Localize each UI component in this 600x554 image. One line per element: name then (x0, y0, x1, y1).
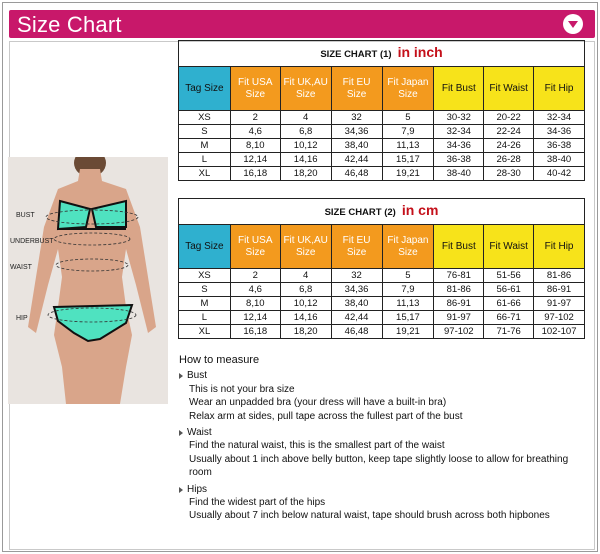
header-bust: Fit Bust (434, 67, 484, 111)
size-chart-inch-table (178, 40, 585, 181)
table-cell: 34-36 (434, 139, 484, 153)
page-title: Size Chart (17, 12, 122, 37)
header-hip: Fit Hip (534, 67, 585, 111)
table-cell: 11,13 (382, 297, 434, 311)
table-cell: 18,20 (280, 167, 331, 181)
table-caption (179, 41, 585, 67)
table-cell: 91-97 (434, 311, 484, 325)
table-cell: 97-102 (434, 325, 484, 339)
table-cell: 61-66 (484, 297, 534, 311)
table-cell: 46,48 (331, 167, 382, 181)
table-cell: 34,36 (331, 283, 382, 297)
table-cell: 42,44 (331, 311, 382, 325)
table-cell: 51-56 (484, 269, 534, 283)
bust-line-3: Relax arm at sides, pull tape across the fullest part of the bust (189, 410, 463, 422)
table-caption-row (179, 41, 585, 67)
header-waist: Fit Waist (484, 225, 534, 269)
caption-unit: in cm (401, 202, 439, 218)
table-cell: 14,16 (280, 153, 331, 167)
collapse-toggle-icon[interactable] (563, 14, 583, 34)
hips-line-1: Find the widest part of the hips (189, 497, 326, 509)
table-cell: 2 (230, 269, 280, 283)
header-bust: Fit Bust (434, 225, 484, 269)
caption-unit: in inch (397, 44, 443, 60)
table-cell: 28-30 (484, 167, 534, 181)
header-bar (9, 10, 595, 38)
table-cell: 8,10 (230, 139, 280, 153)
table-cell: 10,12 (280, 297, 331, 311)
table-cell: 91-97 (534, 297, 585, 311)
table-cell: 14,16 (280, 311, 331, 325)
table-cell: 56-61 (484, 283, 534, 297)
bust-line-1: This is not your bra size (189, 383, 295, 395)
table-cell: 32-34 (434, 125, 484, 139)
table-cell: 22-24 (484, 125, 534, 139)
table-row (179, 153, 585, 167)
table-cell: XS (179, 111, 231, 125)
table-cell: L (179, 153, 231, 167)
header-usa: Fit USA Size (230, 67, 280, 111)
table-cell: 11,13 (382, 139, 434, 153)
section-bust-title: Bust (179, 369, 589, 382)
table-cell: 30-32 (434, 111, 484, 125)
table-body (179, 111, 585, 181)
table-cell: 36-38 (434, 153, 484, 167)
table-caption (179, 199, 585, 225)
table-cell: 71-76 (484, 325, 534, 339)
table-row (179, 125, 585, 139)
table-cell: 102-107 (534, 325, 585, 339)
table-row (179, 297, 585, 311)
table-cell: XL (179, 167, 231, 181)
table-cell: 7,9 (382, 125, 434, 139)
header-japan: Fit Japan Size (382, 67, 434, 111)
table-cell: 18,20 (280, 325, 331, 339)
table-cell: 38,40 (331, 139, 382, 153)
table-cell: 26-28 (484, 153, 534, 167)
table-body (179, 269, 585, 339)
table-cell: S (179, 283, 231, 297)
header-japan: Fit Japan Size (382, 225, 434, 269)
table-cell: 81-86 (534, 269, 585, 283)
table-cell: L (179, 311, 231, 325)
table-row (179, 283, 585, 297)
hip-label: HIP (16, 315, 28, 322)
table-cell: 46,48 (331, 325, 382, 339)
how-to-measure (179, 354, 589, 523)
caption-text: SIZE CHART (2) (324, 207, 396, 218)
table-cell: 38-40 (534, 153, 585, 167)
table-cell: 36-38 (534, 139, 585, 153)
how-to-measure-title: How to measure (179, 354, 260, 366)
table-cell: 4,6 (230, 283, 280, 297)
table-cell: 16,18 (230, 167, 280, 181)
table-cell: 16,18 (230, 325, 280, 339)
header-eu: Fit EU Size (331, 67, 382, 111)
waist-line-1: Find the natural waist, this is the smallest part of the waist (189, 440, 445, 452)
table-cell: 34-36 (534, 125, 585, 139)
underbust-label: UNDERBUST (10, 238, 54, 245)
table-cell: 81-86 (434, 283, 484, 297)
header-hip: Fit Hip (534, 225, 585, 269)
table-cell: 19,21 (382, 325, 434, 339)
header-eu: Fit EU Size (331, 225, 382, 269)
table-cell: 4 (280, 111, 331, 125)
caption-text: SIZE CHART (1) (320, 49, 392, 60)
table-cell: 12,14 (230, 153, 280, 167)
table-cell: 12,14 (230, 311, 280, 325)
table-cell: 15,17 (382, 153, 434, 167)
header-waist: Fit Waist (484, 67, 534, 111)
body-illustration (8, 157, 168, 404)
table-header-row (179, 67, 585, 111)
table-cell: 19,21 (382, 167, 434, 181)
table-cell: 86-91 (534, 283, 585, 297)
table-cell: 6,8 (280, 125, 331, 139)
table-header-row (179, 225, 585, 269)
table-cell: 20-22 (484, 111, 534, 125)
table-cell: 38-40 (434, 167, 484, 181)
waist-line-2: Usually about 1 inch above belly button, keep tape slightly loose to allow for breathing room (189, 453, 569, 479)
table-row (179, 167, 585, 181)
table-cell: 10,12 (280, 139, 331, 153)
table-cell: 5 (382, 269, 434, 283)
table-caption-row (179, 199, 585, 225)
bust-label: BUST (16, 212, 35, 219)
table-row (179, 311, 585, 325)
bust-line-2: Wear an unpadded bra (your dress will have a built-in bra) (189, 397, 447, 409)
table-cell: 32 (331, 269, 382, 283)
header-uk: Fit UK,AU Size (280, 67, 331, 111)
table-cell: 32 (331, 111, 382, 125)
table-cell: 15,17 (382, 311, 434, 325)
table-cell: 2 (230, 111, 280, 125)
table-cell: 97-102 (534, 311, 585, 325)
table-cell: S (179, 125, 231, 139)
table-cell: 6,8 (280, 283, 331, 297)
hips-line-2: Usually about 7 inch below natural waist, tape should brush across both hipbones (189, 510, 550, 522)
model-figure (8, 157, 168, 404)
header-tag-size: Tag Size (179, 225, 231, 269)
section-hips-title: Hips (179, 483, 589, 496)
table-cell: 34,36 (331, 125, 382, 139)
table-cell: 42,44 (331, 153, 382, 167)
table-cell: M (179, 297, 231, 311)
table-cell: M (179, 139, 231, 153)
table-cell: 4 (280, 269, 331, 283)
table-cell: 24-26 (484, 139, 534, 153)
table-cell: 76-81 (434, 269, 484, 283)
table-cell: 86-91 (434, 297, 484, 311)
header-usa: Fit USA Size (230, 225, 280, 269)
size-chart-cm-table (178, 198, 585, 339)
table-cell: XS (179, 269, 231, 283)
table-cell: 38,40 (331, 297, 382, 311)
table-cell: 32-34 (534, 111, 585, 125)
section-waist-title: Waist (179, 426, 589, 439)
header-uk: Fit UK,AU Size (280, 225, 331, 269)
header-tag-size: Tag Size (179, 67, 231, 111)
table-cell: 4,6 (230, 125, 280, 139)
waist-label: WAIST (10, 264, 32, 271)
table-cell: XL (179, 325, 231, 339)
table-row (179, 111, 585, 125)
table-cell: 5 (382, 111, 434, 125)
table-cell: 7,9 (382, 283, 434, 297)
table-cell: 40-42 (534, 167, 585, 181)
table-cell: 8,10 (230, 297, 280, 311)
table-row (179, 139, 585, 153)
table-row (179, 325, 585, 339)
table-row (179, 269, 585, 283)
table-cell: 66-71 (484, 311, 534, 325)
